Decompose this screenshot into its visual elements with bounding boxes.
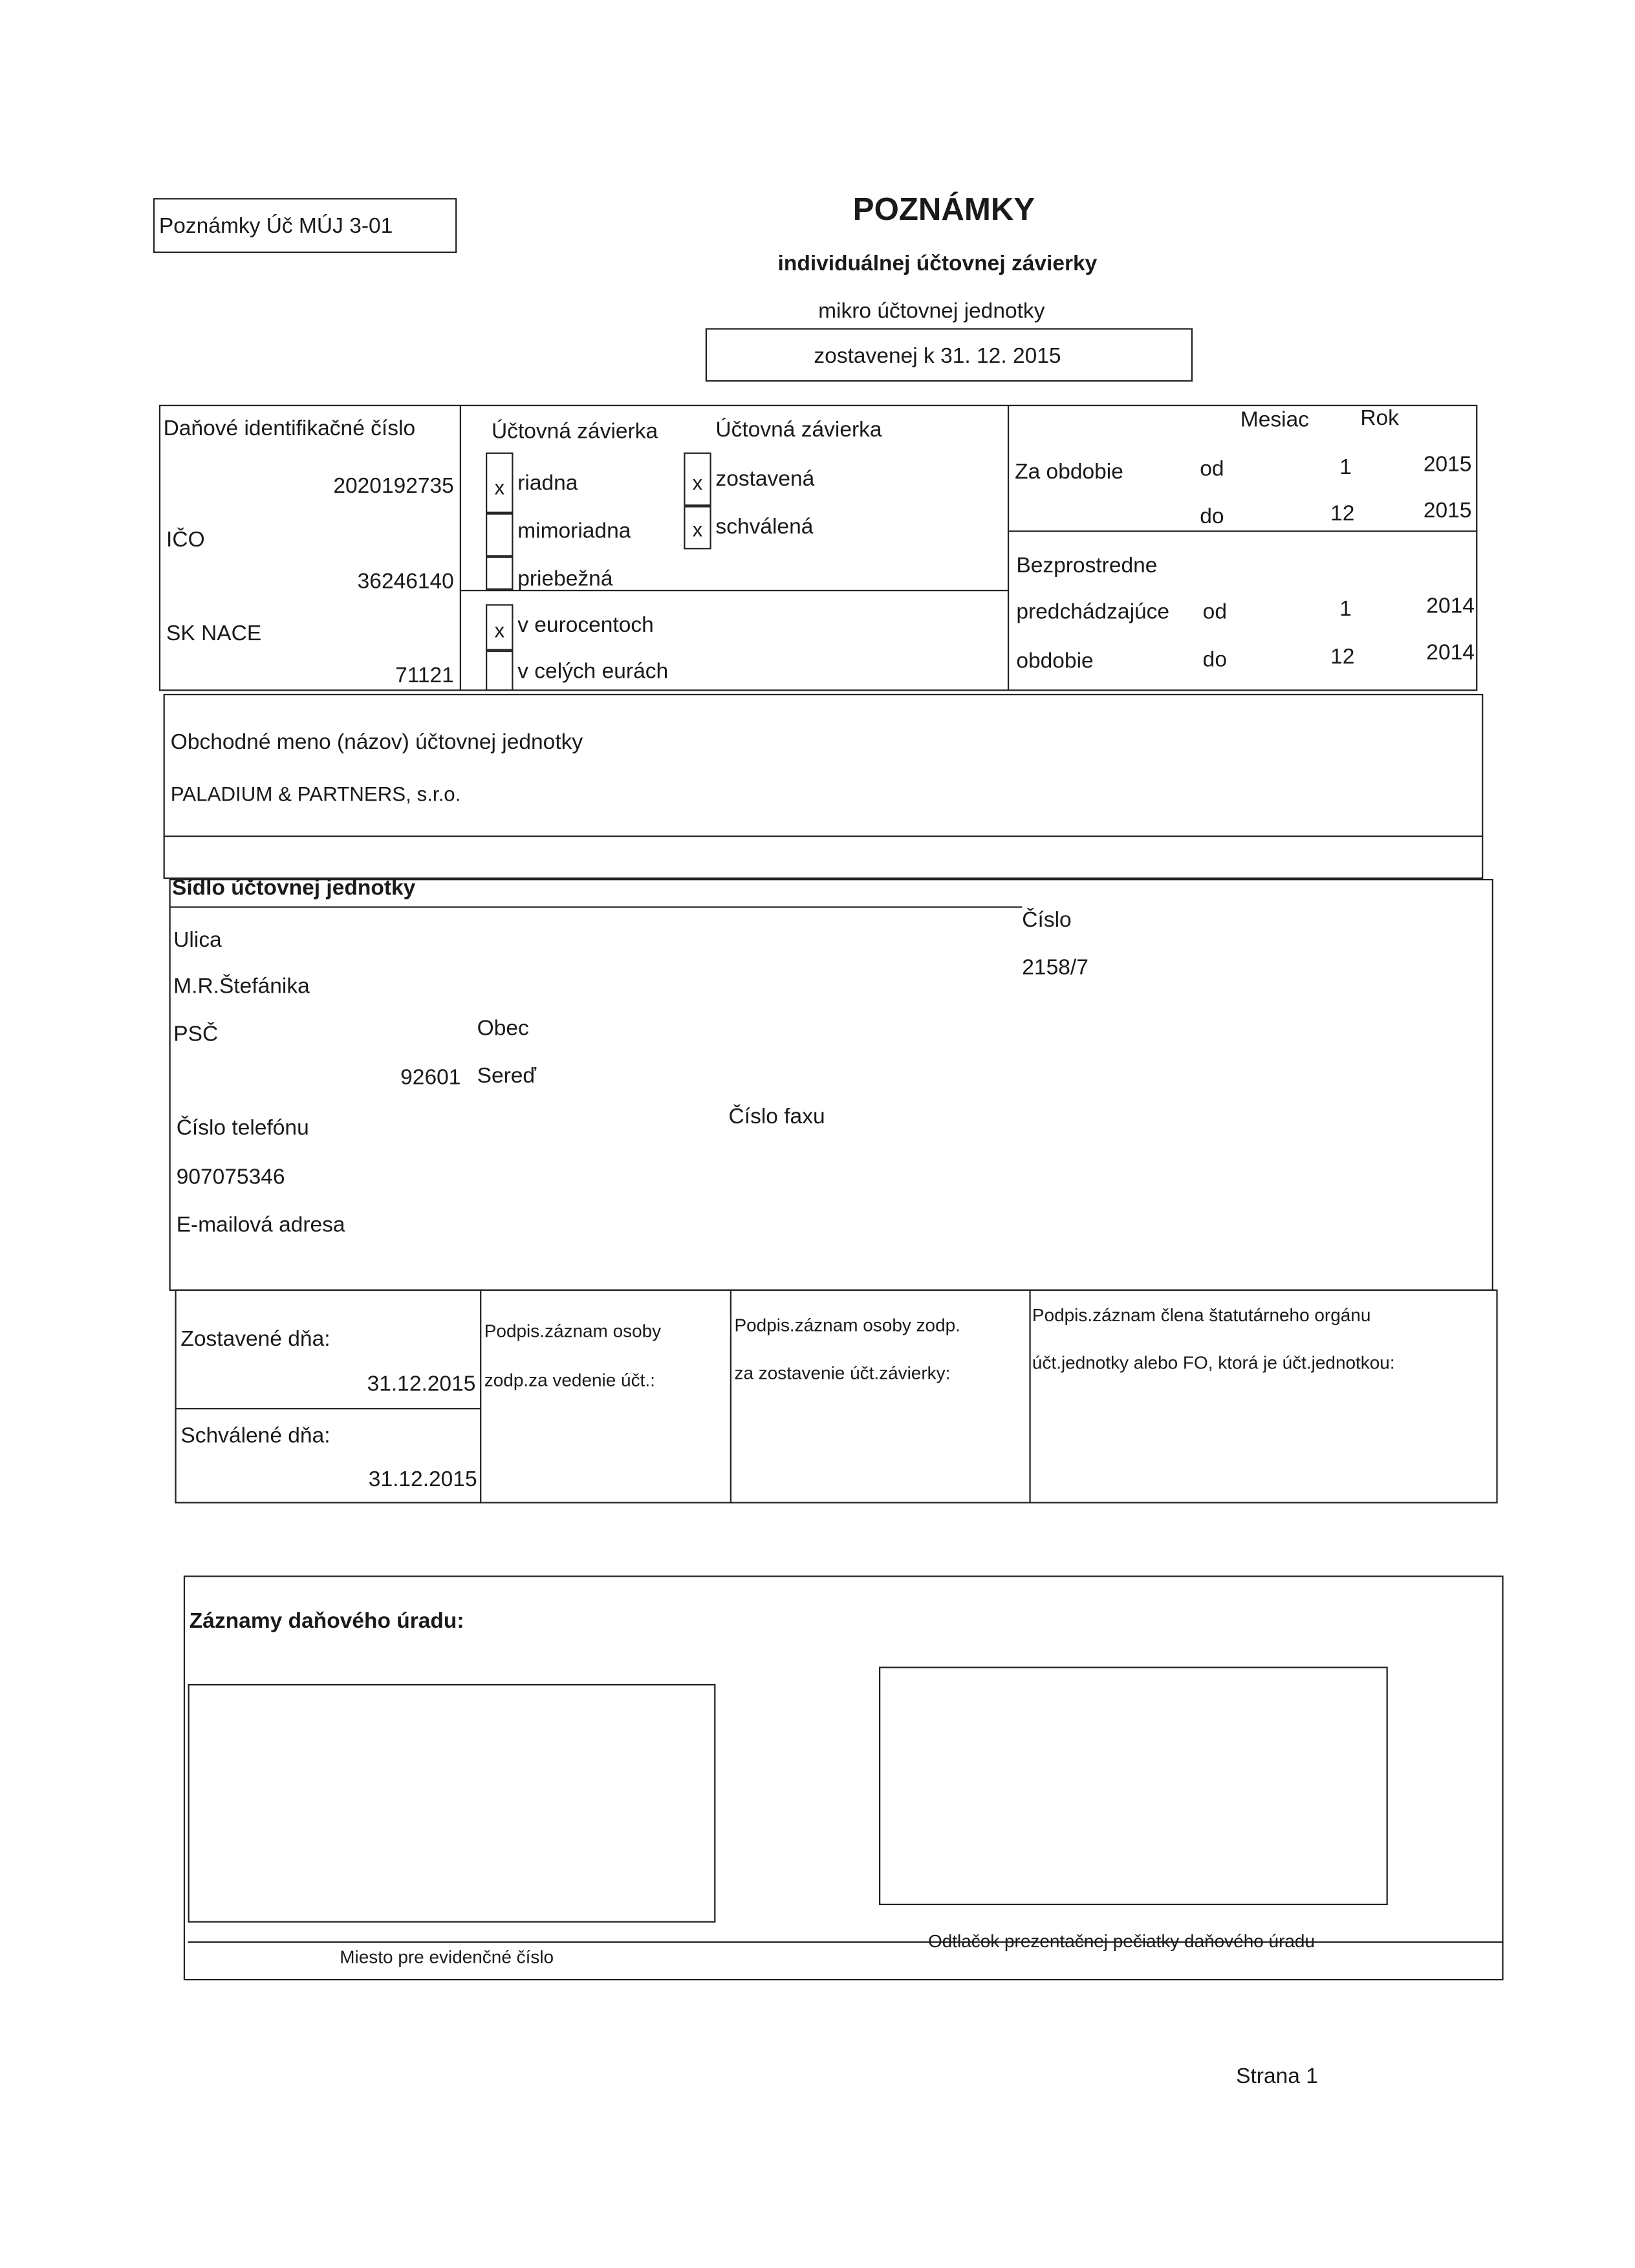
identification-box xyxy=(159,405,1478,691)
stamp-box xyxy=(879,1667,1388,1905)
ico-label: IČO xyxy=(166,527,205,552)
subtitle: mikro účtovnej jednotky xyxy=(818,299,1045,324)
cur-od-year: 2015 xyxy=(1423,452,1472,477)
page-title: POZNÁMKY xyxy=(852,191,1035,227)
checkbox-eura[interactable] xyxy=(486,651,513,691)
checkbox-priebezna[interactable] xyxy=(486,557,513,590)
ulica-label: Ulica xyxy=(173,927,222,953)
label-priebezna: priebežná xyxy=(517,567,613,592)
tel-label: Číslo telefónu xyxy=(176,1116,309,1141)
ico-value: 36246140 xyxy=(357,569,454,594)
label-eura: v celých eurách xyxy=(517,659,669,684)
do-label: do xyxy=(1202,647,1227,673)
checkbox-zostavena[interactable]: x xyxy=(684,453,711,506)
tax-header: Záznamy daňového úradu: xyxy=(189,1608,464,1634)
do-label: do xyxy=(1200,504,1224,530)
address-box xyxy=(169,879,1493,1291)
cislo-label: Číslo xyxy=(1022,907,1072,933)
name-label: Obchodné meno (názov) účtovnej jednotky xyxy=(170,729,583,755)
mesiac-header: Mesiac xyxy=(1240,407,1310,433)
evidence-label: Miesto pre evidenčné číslo xyxy=(340,1947,554,1968)
dic-value: 2020192735 xyxy=(333,474,454,499)
sign-label: za zostavenie účt.závierky: xyxy=(734,1363,951,1384)
zostavene-date: 31.12.2015 xyxy=(367,1372,476,1397)
evidence-number-box xyxy=(188,1684,716,1923)
divider xyxy=(1029,1290,1030,1504)
checkbox-schvalena[interactable]: x xyxy=(684,506,711,549)
email-label: E-mailová adresa xyxy=(176,1213,345,1238)
divider xyxy=(175,1408,480,1409)
checkbox-eurocent[interactable]: x xyxy=(486,604,513,651)
sign-label: Podpis.záznam osoby xyxy=(484,1321,662,1342)
sign-label: Podpis.záznam osoby zodp. xyxy=(734,1315,960,1336)
prev-label: Bezprostredne xyxy=(1016,554,1158,579)
ulica-value: M.R.Štefánika xyxy=(173,974,310,999)
prev-label: obdobie xyxy=(1016,649,1094,674)
sign-label: Podpis.záznam člena štatutárneho orgánu xyxy=(1032,1305,1371,1326)
report-date: zostavenej k 31. 12. 2015 xyxy=(814,343,1061,369)
label-schvalena: schválená xyxy=(715,514,814,539)
psc-value: 92601 xyxy=(400,1065,461,1090)
psc-label: PSČ xyxy=(173,1022,219,1047)
form-code: Poznámky Úč MÚJ 3-01 xyxy=(158,213,393,239)
nace-label: SK NACE xyxy=(166,621,262,647)
schvalene-date: 31.12.2015 xyxy=(368,1467,477,1492)
zostavene-label: Zostavené dňa: xyxy=(180,1326,330,1352)
checkbox-riadna[interactable]: x xyxy=(486,453,513,513)
prev-od-month: 1 xyxy=(1339,597,1352,622)
divider xyxy=(730,1290,731,1504)
prev-od-year: 2014 xyxy=(1426,594,1475,619)
divider xyxy=(164,836,1484,837)
fax-label: Číslo faxu xyxy=(728,1104,825,1129)
divider xyxy=(169,906,1023,907)
prev-do-month: 12 xyxy=(1330,644,1355,669)
page-number: Strana 1 xyxy=(1236,2064,1318,2089)
divider xyxy=(1008,405,1009,691)
cur-od-month: 1 xyxy=(1339,455,1352,481)
prev-label: predchádzajúce xyxy=(1016,599,1170,625)
subtitle: individuálnej účtovnej závierky xyxy=(777,251,1098,276)
cislo-value: 2158/7 xyxy=(1022,955,1088,980)
cur-do-month: 12 xyxy=(1330,501,1355,526)
divider xyxy=(480,1290,481,1504)
rok-header: Rok xyxy=(1360,406,1399,431)
za-obdobie-label: Za obdobie xyxy=(1015,459,1123,484)
zavierka-header: Účtovná závierka xyxy=(491,419,658,444)
stamp-label: Odtlačok prezentačnej pečiatky daňového úradu xyxy=(927,1931,1316,1952)
dic-label: Daňové identifikačné číslo xyxy=(163,416,416,441)
obec-label: Obec xyxy=(477,1016,529,1041)
label-riadna: riadna xyxy=(517,471,578,496)
address-header: Sídlo účtovnej jednotky xyxy=(171,876,416,901)
divider xyxy=(1008,530,1477,532)
label-eurocent: v eurocentoch xyxy=(517,612,654,638)
sign-label: účt.jednotky alebo FO, ktorá je účt.jednotkou: xyxy=(1032,1353,1395,1374)
checkbox-mimoriadna[interactable] xyxy=(486,513,513,556)
prev-do-year: 2014 xyxy=(1426,640,1475,665)
label-zostavena: zostavená xyxy=(715,466,815,491)
schvalene-label: Schválené dňa: xyxy=(180,1423,330,1449)
nace-value: 71121 xyxy=(395,663,454,688)
company-name: PALADIUM & PARTNERS, s.r.o. xyxy=(170,782,461,806)
zavierka-header: Účtovná závierka xyxy=(715,417,882,442)
divider xyxy=(460,405,461,691)
cur-do-year: 2015 xyxy=(1423,499,1472,524)
obec-value: Sereď xyxy=(477,1064,537,1089)
sign-label: zodp.za vedenie účt.: xyxy=(484,1370,655,1391)
tel-value: 907075346 xyxy=(176,1165,285,1190)
label-mimoriadna: mimoriadna xyxy=(517,519,631,544)
od-label: od xyxy=(1200,457,1224,482)
od-label: od xyxy=(1202,599,1227,625)
